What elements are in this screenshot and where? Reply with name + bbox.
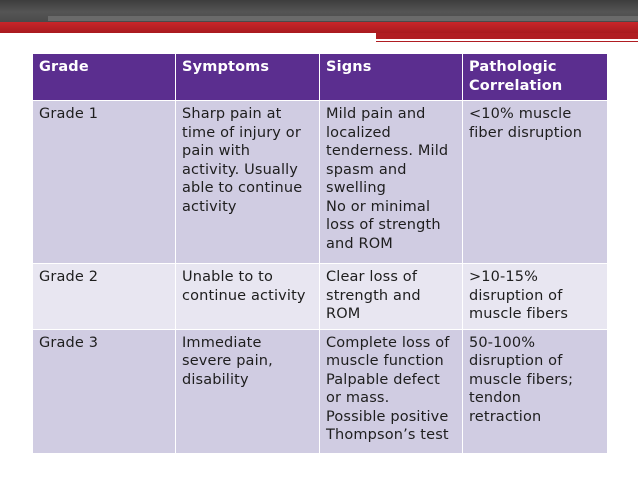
cell-line: 50-100% [469, 334, 536, 351]
cell-line: Unable to to [182, 269, 273, 285]
table-row [33, 101, 608, 264]
header-symptoms: Symptoms [176, 54, 320, 101]
cell-line: retraction [469, 408, 542, 425]
cell-line: activity. Usually [182, 161, 299, 178]
header-pathologic-line: Correlation [469, 77, 563, 94]
cell-line: disruption of [469, 353, 563, 369]
muscle-strain-grade-table [32, 53, 608, 454]
cell-line: tenderness. Mild [326, 143, 449, 159]
cell-line: <10% muscle [469, 106, 572, 122]
cell-symptoms [176, 264, 320, 330]
cell-line: ROM [326, 306, 361, 322]
cell-pathologic [463, 101, 608, 264]
cell-symptoms [176, 329, 320, 453]
cell-line: severe pain, [182, 353, 273, 369]
header-grade: Grade [33, 54, 176, 101]
cell-line: Clear loss of [326, 269, 418, 285]
cell-line: spasm and [326, 161, 407, 178]
cell-line: Complete loss of [326, 334, 450, 351]
cell-line: tendon [469, 390, 521, 406]
cell-line: localized [326, 124, 391, 141]
cell-line: continue activity [182, 287, 306, 304]
cell-line: and ROM [326, 235, 393, 252]
cell-grade: Grade 3 [33, 329, 176, 453]
cell-line: muscle function [326, 353, 444, 369]
cell-line: Possible positive [326, 408, 449, 425]
cell-line: strength and [326, 287, 421, 304]
header-pathologic-line: Pathologic [469, 59, 557, 75]
table-row [33, 264, 608, 330]
header-band-stripe [48, 16, 638, 21]
cell-line: disability [182, 371, 249, 388]
cell-pathologic [463, 329, 608, 453]
header-red-line [376, 41, 638, 42]
cell-line: Palpable defect [326, 371, 440, 388]
cell-line: No or minimal [326, 198, 431, 215]
cell-line: Thompson’s test [326, 427, 449, 443]
cell-signs [320, 329, 463, 453]
header-signs: Signs [320, 54, 463, 101]
cell-line: disruption of [469, 287, 563, 304]
cell-line: Mild pain and [326, 106, 426, 122]
cell-line: fiber disruption [469, 124, 583, 141]
cell-line: able to continue [182, 180, 303, 196]
cell-grade: Grade 2 [33, 264, 176, 330]
cell-line: muscle fibers; [469, 371, 574, 388]
cell-grade: Grade 1 [33, 101, 176, 264]
cell-signs [320, 101, 463, 264]
cell-line: pain with [182, 143, 251, 159]
table-header-row [33, 54, 608, 101]
cell-line: Immediate [182, 334, 262, 351]
cell-symptoms [176, 101, 320, 264]
header-pathologic-correlation [463, 54, 608, 101]
cell-pathologic [463, 264, 608, 330]
header-red-tab [376, 33, 638, 39]
cell-signs [320, 264, 463, 330]
cell-line: time of injury or [182, 124, 301, 141]
cell-line: swelling [326, 180, 387, 196]
cell-line: >10-15% [469, 269, 539, 285]
table-row [33, 329, 608, 453]
cell-line: loss of strength [326, 217, 441, 233]
cell-line: muscle fibers [469, 306, 569, 322]
cell-line: or mass. [326, 390, 390, 406]
cell-line: Sharp pain at [182, 106, 282, 122]
header-band-red [0, 22, 638, 33]
cell-line: activity [182, 198, 237, 215]
